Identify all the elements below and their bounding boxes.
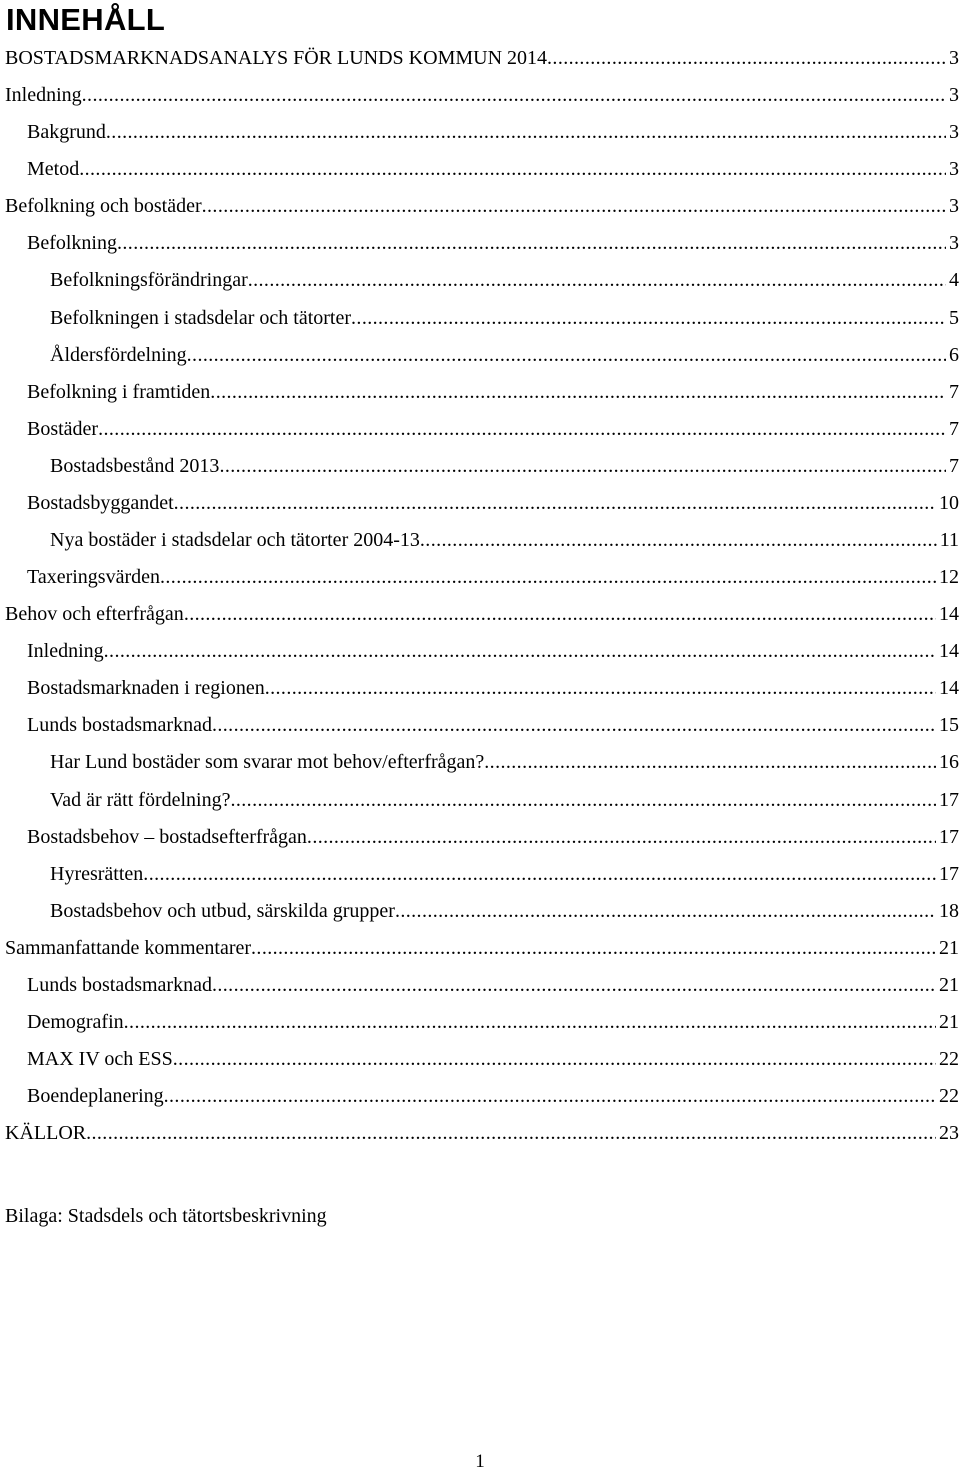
toc-dot-leader xyxy=(86,1115,936,1152)
table-of-contents xyxy=(5,40,960,1152)
toc-dot-leader xyxy=(173,1041,936,1078)
toc-entry-title: BOSTADSMARKNADSANALYS FÖR LUNDS KOMMUN 2014 xyxy=(5,47,548,69)
toc-dot-leader xyxy=(124,1004,936,1041)
toc-entry[interactable] xyxy=(5,225,960,262)
toc-entry-title: Nya bostäder i stadsdelar och tätorter 2004-13 xyxy=(50,529,420,552)
toc-entry-title: Bostadsbehov – bostadsefterfrågan xyxy=(27,825,307,848)
toc-entry[interactable] xyxy=(5,819,960,856)
toc-entry-title: Befolkning i framtiden xyxy=(27,380,211,403)
toc-entry[interactable] xyxy=(5,448,960,485)
toc-entry-title: Befolkningsförändringar xyxy=(50,269,248,292)
toc-dot-leader xyxy=(351,300,946,337)
toc-entry-title: Bostadsmarknaden i regionen xyxy=(27,677,265,700)
toc-entry-page-number: 22 xyxy=(939,1048,959,1071)
toc-dot-leader xyxy=(251,930,936,967)
toc-entry-page-number: 6 xyxy=(949,343,959,366)
toc-dot-leader xyxy=(104,633,936,670)
toc-entry-title: Lunds bostadsmarknad xyxy=(27,973,212,996)
toc-entry-title: Inledning xyxy=(5,84,82,107)
toc-dot-leader xyxy=(212,967,936,1004)
toc-entry[interactable] xyxy=(5,411,960,448)
toc-entry-title: Bostadsbestånd 2013 xyxy=(50,454,220,477)
toc-entry-page-number: 3 xyxy=(949,47,959,69)
toc-entry[interactable] xyxy=(5,114,960,151)
toc-entry-page-number: 3 xyxy=(949,84,959,107)
toc-entry-title: Befolkning xyxy=(27,232,117,255)
toc-dot-leader xyxy=(160,559,936,596)
toc-entry[interactable] xyxy=(5,522,960,559)
toc-entry[interactable] xyxy=(5,300,960,337)
toc-entry-page-number: 7 xyxy=(949,454,959,477)
toc-dot-leader xyxy=(307,819,936,856)
toc-entry-title: Vad är rätt fördelning? xyxy=(50,788,231,811)
toc-entry[interactable] xyxy=(5,1041,960,1078)
toc-entry-page-number: 12 xyxy=(939,566,959,589)
toc-dot-leader xyxy=(212,707,936,744)
toc-entry-title: Befolkningen i stadsdelar och tätorter xyxy=(50,306,352,329)
toc-dot-leader xyxy=(164,1078,936,1115)
toc-entry-title: Har Lund bostäder som svarar mot behov/efterfrågan? xyxy=(50,751,485,774)
toc-dot-leader xyxy=(210,374,946,411)
toc-entry[interactable] xyxy=(5,40,960,77)
toc-entry[interactable] xyxy=(5,262,960,299)
toc-dot-leader xyxy=(98,411,946,448)
appendix-note: Bilaga: Stadsdels och tätortsbeskrivning xyxy=(5,1205,327,1227)
toc-entry-page-number: 22 xyxy=(939,1085,959,1108)
page-title: INNEHÅLL xyxy=(6,2,166,37)
toc-entry-page-number: 3 xyxy=(949,195,959,218)
toc-dot-leader xyxy=(202,188,946,225)
toc-entry-page-number: 3 xyxy=(949,232,959,255)
toc-entry-title: Metod xyxy=(27,158,80,181)
toc-dot-leader xyxy=(484,744,936,781)
toc-entry[interactable] xyxy=(5,188,960,225)
toc-entry-title: MAX IV och ESS xyxy=(27,1048,173,1071)
toc-dot-leader xyxy=(79,151,946,188)
toc-entry-page-number: 5 xyxy=(949,306,959,329)
page-number: 1 xyxy=(475,1451,485,1472)
toc-entry-page-number: 17 xyxy=(939,825,959,848)
toc-entry[interactable] xyxy=(5,930,960,967)
toc-dot-leader xyxy=(143,856,936,893)
toc-entry[interactable] xyxy=(5,77,960,114)
toc-dot-leader xyxy=(117,225,946,262)
toc-entry[interactable] xyxy=(5,633,960,670)
toc-entry-page-number: 7 xyxy=(949,380,959,403)
toc-entry-page-number: 17 xyxy=(939,862,959,885)
toc-entry-page-number: 14 xyxy=(939,603,959,626)
toc-entry-page-number: 7 xyxy=(949,417,959,440)
toc-dot-leader xyxy=(219,448,946,485)
toc-entry-title: KÄLLOR xyxy=(5,1122,87,1145)
toc-entry[interactable] xyxy=(5,1078,960,1115)
toc-entry-page-number: 3 xyxy=(949,121,959,144)
toc-entry[interactable] xyxy=(5,374,960,411)
toc-entry-title: Demografin xyxy=(27,1011,124,1034)
toc-entry-page-number: 14 xyxy=(939,640,959,663)
toc-entry[interactable] xyxy=(5,967,960,1004)
toc-dot-leader xyxy=(248,262,946,299)
toc-entry-page-number: 4 xyxy=(949,269,959,292)
toc-entry-title: Bostäder xyxy=(27,417,99,440)
toc-entry-page-number: 23 xyxy=(939,1122,959,1145)
toc-entry[interactable] xyxy=(5,337,960,374)
toc-entry-title: Hyresrätten xyxy=(50,862,144,885)
toc-entry[interactable] xyxy=(5,559,960,596)
toc-entry-page-number: 21 xyxy=(939,973,959,996)
toc-entry[interactable] xyxy=(5,744,960,781)
toc-entry-title: Boendeplanering xyxy=(27,1085,164,1108)
toc-entry-title: Åldersfördelning xyxy=(50,343,187,366)
toc-dot-leader xyxy=(547,40,946,77)
toc-entry-page-number: 15 xyxy=(939,714,959,737)
toc-entry-title: Lunds bostadsmarknad xyxy=(27,714,212,737)
toc-entry-title: Sammanfattande kommentarer xyxy=(5,936,252,959)
toc-entry-page-number: 21 xyxy=(939,936,959,959)
toc-entry[interactable] xyxy=(5,893,960,930)
toc-dot-leader xyxy=(106,114,946,151)
toc-entry-title: Bakgrund xyxy=(27,121,106,144)
toc-entry-page-number: 21 xyxy=(939,1011,959,1034)
toc-dot-leader xyxy=(82,77,946,114)
toc-entry[interactable] xyxy=(5,151,960,188)
toc-entry[interactable] xyxy=(5,1115,960,1152)
toc-entry-title: Behov och efterfrågan xyxy=(5,603,184,626)
toc-entry[interactable] xyxy=(5,782,960,819)
toc-dot-leader xyxy=(174,485,936,522)
toc-entry[interactable] xyxy=(5,596,960,633)
toc-dot-leader xyxy=(420,522,937,559)
toc-dot-leader xyxy=(230,782,936,819)
toc-dot-leader xyxy=(395,893,936,930)
toc-entry-title: Bostadsbyggandet xyxy=(27,491,174,514)
toc-entry-page-number: 3 xyxy=(949,158,959,181)
toc-entry-title: Taxeringsvärden xyxy=(27,566,160,589)
toc-dot-leader xyxy=(265,670,936,707)
toc-entry-page-number: 14 xyxy=(939,677,959,700)
toc-entry-page-number: 17 xyxy=(939,788,959,811)
toc-entry[interactable] xyxy=(5,856,960,893)
toc-entry[interactable] xyxy=(5,707,960,744)
toc-dot-leader xyxy=(184,596,936,633)
toc-dot-leader xyxy=(187,337,946,374)
toc-entry-title: Befolkning och bostäder xyxy=(5,195,202,218)
toc-entry[interactable] xyxy=(5,670,960,707)
toc-entry-page-number: 11 xyxy=(939,529,959,552)
toc-entry-page-number: 10 xyxy=(939,491,959,514)
toc-entry-title: Inledning xyxy=(27,640,104,663)
toc-entry[interactable] xyxy=(5,485,960,522)
toc-entry-title: Bostadsbehov och utbud, särskilda grupper xyxy=(50,899,395,922)
toc-entry[interactable] xyxy=(5,1004,960,1041)
toc-entry-page-number: 18 xyxy=(939,899,959,922)
toc-entry-page-number: 16 xyxy=(939,751,959,774)
